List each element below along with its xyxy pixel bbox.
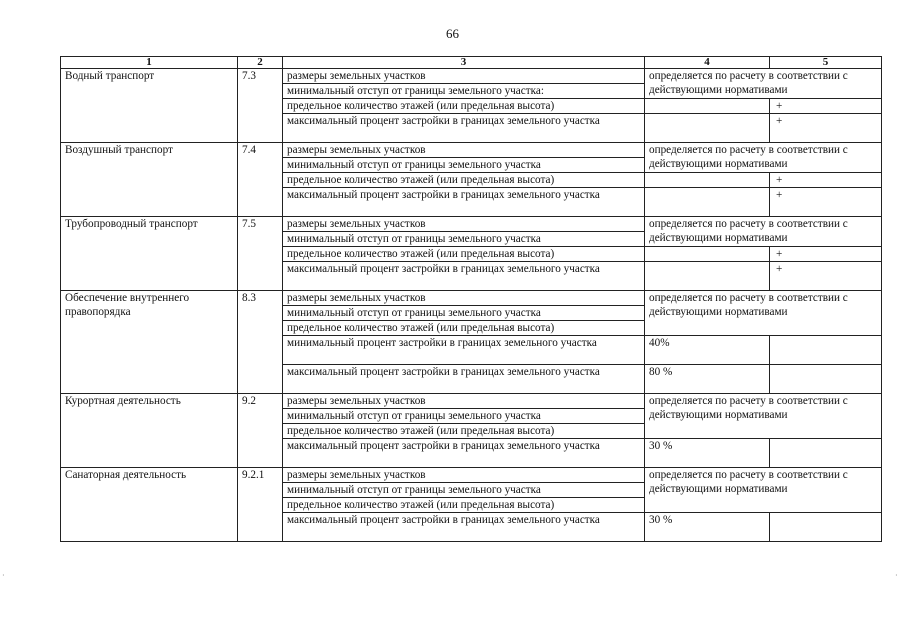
value-cell: 80 %	[645, 365, 770, 394]
mark-cell	[770, 365, 882, 394]
group-code: 7.4	[238, 143, 283, 217]
parameter-cell: предельное количество этажей (или предельная высота)	[283, 99, 645, 114]
group-name: Водный транспорт	[61, 69, 238, 143]
parameter-cell: минимальный отступ от границы земельного участка	[283, 409, 645, 424]
value-cell	[645, 188, 770, 217]
value-cell	[645, 114, 770, 143]
group-name: Курортная деятельность	[61, 394, 238, 468]
parameter-cell: размеры земельных участков	[283, 143, 645, 158]
parameter-cell: минимальный отступ от границы земельного участка	[283, 158, 645, 173]
mark-cell	[770, 336, 882, 365]
column-header: 1	[61, 57, 238, 69]
parameter-cell: размеры земельных участков	[283, 217, 645, 232]
mark-cell	[770, 439, 882, 468]
value-cell	[645, 173, 770, 188]
parameter-cell: максимальный процент застройки в границах земельного участка	[283, 513, 645, 542]
group-name: Трубопроводный транспорт	[61, 217, 238, 291]
table-row	[61, 394, 882, 409]
merged-value-cell: определяется по расчету в соответствии с действующими нормативами	[645, 291, 882, 336]
parameter-cell: размеры земельных участков	[283, 69, 645, 84]
group-code: 9.2	[238, 394, 283, 468]
mark-cell: +	[770, 99, 882, 114]
table-row	[61, 69, 882, 84]
parameter-cell: предельное количество этажей (или предельная высота)	[283, 498, 645, 513]
parameter-cell: максимальный процент застройки в границах земельного участка	[283, 188, 645, 217]
value-cell: 30 %	[645, 513, 770, 542]
group-name: Обеспечение внутреннего правопорядка	[61, 291, 238, 394]
group-name: Воздушный транспорт	[61, 143, 238, 217]
group-code: 7.3	[238, 69, 283, 143]
group-code: 9.2.1	[238, 468, 283, 542]
mark-cell: +	[770, 114, 882, 143]
parameter-cell: минимальный отступ от границы земельного участка:	[283, 84, 645, 99]
table-row	[61, 217, 882, 232]
page-number: 66	[446, 26, 459, 41]
mark-cell: +	[770, 173, 882, 188]
parameter-cell: предельное количество этажей (или предельная высота)	[283, 321, 645, 336]
parameter-cell: максимальный процент застройки в границах земельного участка	[283, 262, 645, 291]
value-cell	[645, 99, 770, 114]
parameter-cell: размеры земельных участков	[283, 394, 645, 409]
value-cell: 40%	[645, 336, 770, 365]
parameter-cell: предельное количество этажей (или предельная высота)	[283, 247, 645, 262]
mark-cell	[770, 513, 882, 542]
group-code: 7.5	[238, 217, 283, 291]
parameter-cell: предельное количество этажей (или предельная высота)	[283, 173, 645, 188]
zoning-table	[60, 56, 882, 542]
parameter-cell: предельное количество этажей (или предельная высота)	[283, 424, 645, 439]
scan-mark: ·	[2, 571, 5, 580]
table-row	[61, 291, 882, 306]
merged-value-cell: определяется по расчету в соответствии с действующими нормативами	[645, 143, 882, 173]
group-name: Санаторная деятельность	[61, 468, 238, 542]
mark-cell: +	[770, 188, 882, 217]
merged-value-cell: определяется по расчету в соответствии с действующими нормативами	[645, 217, 882, 247]
column-header: 3	[283, 57, 645, 69]
scan-mark: ·	[895, 571, 898, 580]
column-header: 5	[770, 57, 882, 69]
table-row	[61, 143, 882, 158]
column-header: 4	[645, 57, 770, 69]
group-code: 8.3	[238, 291, 283, 394]
parameter-cell: минимальный отступ от границы земельного участка	[283, 232, 645, 247]
column-header: 2	[238, 57, 283, 69]
parameter-cell: минимальный отступ от границы земельного участка	[283, 306, 645, 321]
value-cell	[645, 247, 770, 262]
parameter-cell: минимальный отступ от границы земельного участка	[283, 483, 645, 498]
value-cell	[645, 262, 770, 291]
mark-cell: +	[770, 247, 882, 262]
parameter-cell: размеры земельных участков	[283, 468, 645, 483]
merged-value-cell: определяется по расчету в соответствии с действующими нормативами	[645, 69, 882, 99]
parameter-cell: максимальный процент застройки в границах земельного участка	[283, 439, 645, 468]
parameter-cell: максимальный процент застройки в границах земельного участка	[283, 365, 645, 394]
value-cell: 30 %	[645, 439, 770, 468]
merged-value-cell: определяется по расчету в соответствии с действующими нормативами	[645, 394, 882, 439]
parameter-cell: размеры земельных участков	[283, 291, 645, 306]
parameter-cell: минимальный процент застройки в границах земельного участка	[283, 336, 645, 365]
table-row	[61, 468, 882, 483]
header-row	[61, 57, 882, 69]
mark-cell: +	[770, 262, 882, 291]
merged-value-cell: определяется по расчету в соответствии с действующими нормативами	[645, 468, 882, 513]
parameter-cell: максимальный процент застройки в границах земельного участка	[283, 114, 645, 143]
